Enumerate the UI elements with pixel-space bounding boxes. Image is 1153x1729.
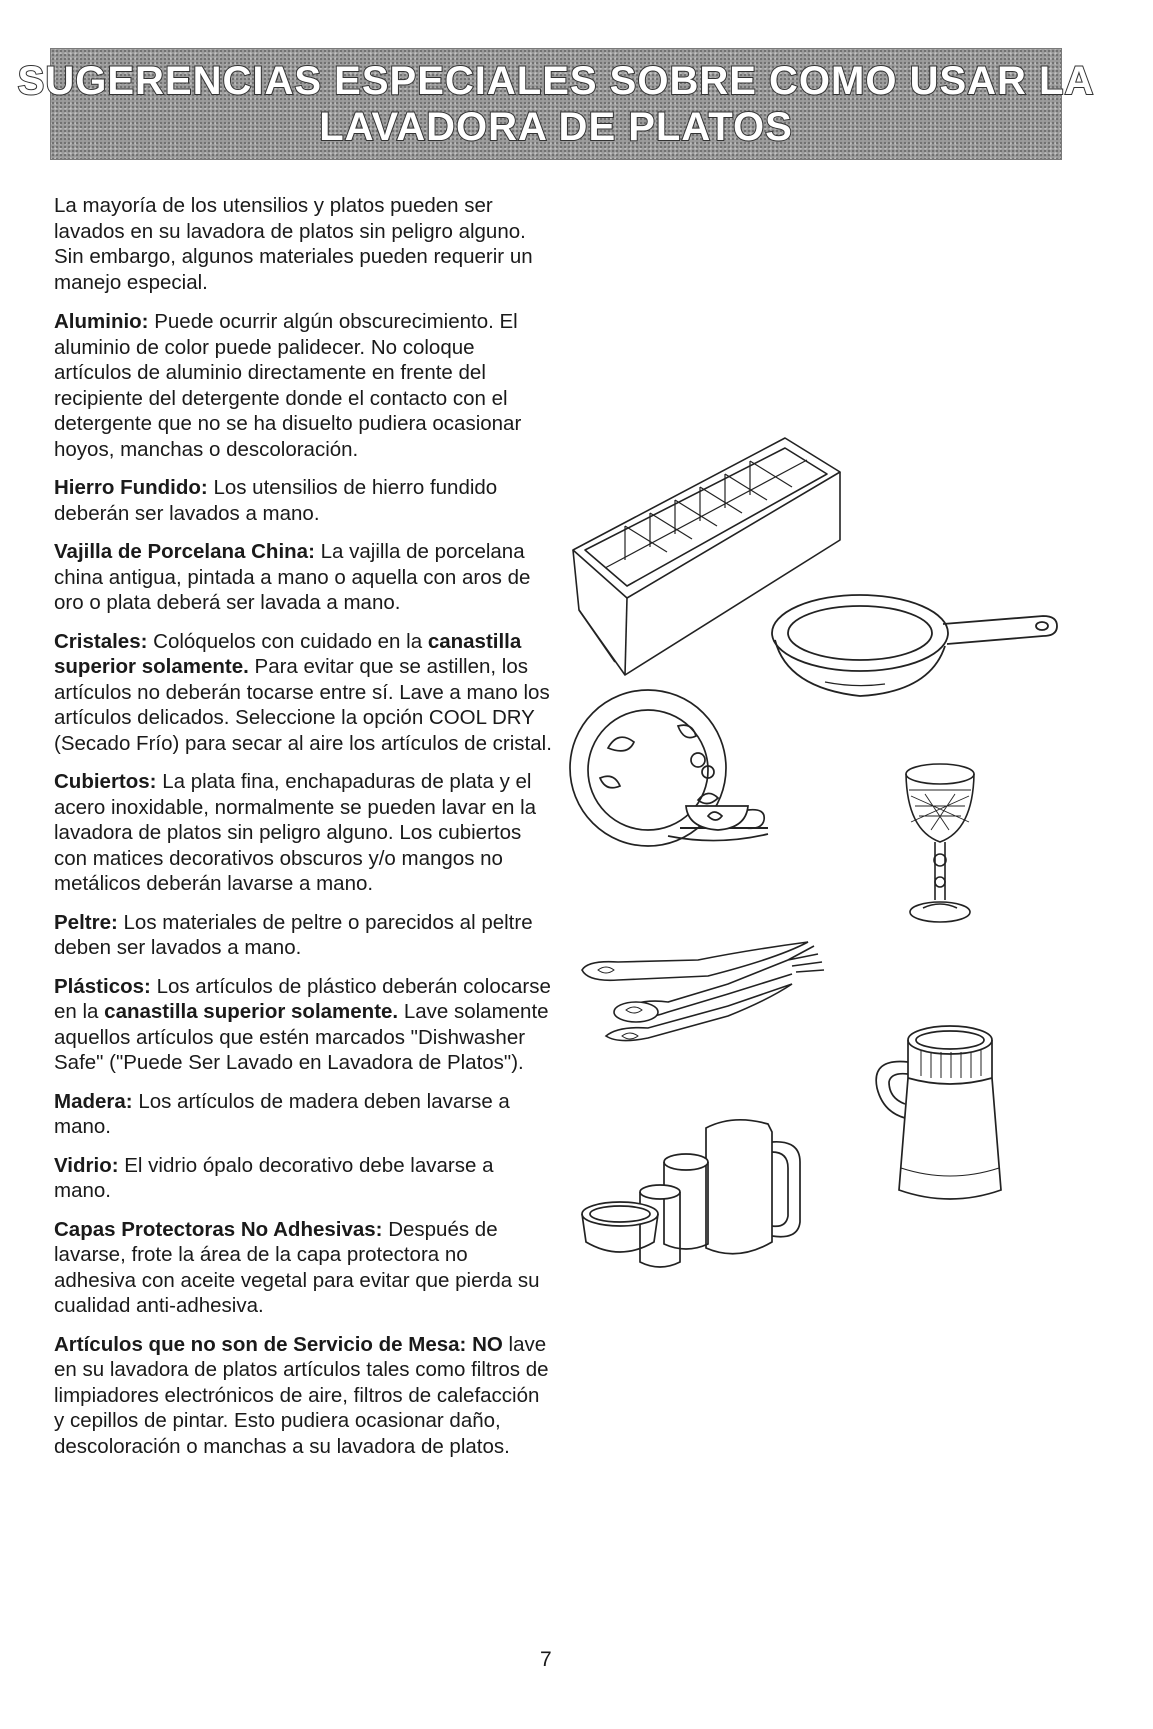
vidrio-paragraph: [54, 1153, 554, 1204]
silverware-illustration: [578, 940, 828, 1050]
madera-paragraph: [54, 1089, 554, 1140]
cast-iron-skillet-illustration: [765, 588, 1065, 703]
pewter-pitcher-illustration: [865, 1018, 1010, 1218]
vajilla-term: Vajilla de Porcelana China:: [54, 540, 315, 563]
title-line-2: LAVADORA DE PLATOS: [319, 105, 793, 149]
aluminio-text: Puede ocurrir algún obscurecimiento. El aluminio de color puede palidecer. No coloque artículos de aluminio directamente en frente del recipiente del detergente donde el contacto con el detergente que no se ha disuelto pudiera ocasionar hoyos, manchas o descoloración.: [54, 310, 522, 461]
cristales-paragraph: [54, 629, 554, 757]
peltre-term: Peltre:: [54, 910, 118, 934]
title-banner: [17, 48, 1095, 160]
plasticos-text-2: Lave solamente aquellos artículos que estén marcados "Dishwasher Safe" ("Puede Ser Lavado en Lavadora de Platos").: [54, 1000, 549, 1074]
vidrio-term: Vidrio:: [54, 1153, 119, 1177]
aluminio-term: Aluminio:: [54, 310, 149, 333]
articulos-paragraph: [54, 1332, 554, 1460]
body-text: [54, 193, 554, 1472]
articulos-term: Artículos que no son de Servicio de Mesa:: [54, 1332, 467, 1356]
peltre-text: Los materiales de peltre o parecidos al peltre deben ser lavados a mano.: [54, 910, 533, 959]
cristales-text-2: Para evitar que se astillen, los artículos no deberán tocarse entre sí. Lave a mano los artículos delicados. Seleccione la opción COOL DRY (Secado Frío) para secar al aire los artículos de cristal.: [54, 655, 552, 755]
cubiertos-paragraph: [54, 769, 554, 897]
plasticos-text-1: Los artículos de plástico deberán colocarse en la: [54, 974, 551, 1023]
hierro-paragraph: [54, 475, 554, 526]
articulos-emphasis: NO: [472, 1332, 503, 1356]
cubiertos-text: La plata fina, enchapaduras de plata y el acero inoxidable, normalmente se pueden lavar en la lavadora de platos sin peligro alguno. Los cubiertos con matices decorativos obscuros y/o mangos no metálicos deberán lavarse a mano.: [54, 770, 537, 895]
intro-paragraph: La mayoría de los utensilios y platos pueden ser lavados en su lavadora de platos sin peligro alguno. Sin embargo, algunos materiales pueden requerir un manejo especial.: [54, 194, 533, 294]
articulos-text: lave en su lavadora de platos artículos tales como filtros de limpiadores electrónicos de aire, filtros de calefacción y cepillos de pintar. Esto pudiera ocasionar daño, descoloración o manchas a su lavadora de platos.: [54, 1332, 549, 1458]
madera-term: Madera:: [54, 1089, 133, 1113]
cubiertos-term: Cubiertos:: [54, 770, 157, 793]
china-plate-teacup-illustration: [568, 688, 773, 858]
capas-text: Después de lavarse, frote la área de la capa protectora no adhesiva con aceite vegetal para evitar que pierda su cualidad anti-adhesiva.: [54, 1217, 540, 1317]
capas-term: Capas Protectoras No Adhesivas:: [54, 1217, 383, 1241]
plasticos-term: Plásticos:: [54, 974, 151, 998]
cristales-term: Cristales:: [54, 629, 148, 653]
cristales-text-1: Colóquelos con cuidado en la: [153, 629, 423, 653]
cristales-emphasis: canastilla superior solamente.: [54, 629, 522, 678]
plasticos-emphasis: canastilla superior solamente.: [104, 1000, 399, 1023]
plastic-containers-illustration: [578, 1112, 808, 1272]
madera-text: Los artículos de madera deben lavarse a mano.: [54, 1089, 510, 1138]
page-number: 7: [540, 1648, 552, 1671]
plasticos-paragraph: [54, 974, 554, 1076]
title-line-1: SUGERENCIAS ESPECIALES SOBRE COMO USAR LA: [17, 59, 1095, 103]
aluminio-paragraph: [54, 309, 554, 462]
capas-paragraph: [54, 1217, 554, 1319]
vajilla-paragraph: [54, 539, 554, 616]
vajilla-text: La vajilla de porcelana china antigua, pintada a mano o aquella con aros de oro o plata deberá ser lavada a mano.: [54, 540, 531, 614]
peltre-paragraph: [54, 910, 554, 961]
hierro-text: Los utensilios de hierro fundido deberán ser lavados a mano.: [54, 476, 498, 525]
vidrio-text: El vidrio ópalo decorativo debe lavarse a mano.: [54, 1153, 494, 1202]
crystal-goblet-illustration: [895, 760, 985, 935]
hierro-term: Hierro Fundido:: [54, 476, 208, 499]
